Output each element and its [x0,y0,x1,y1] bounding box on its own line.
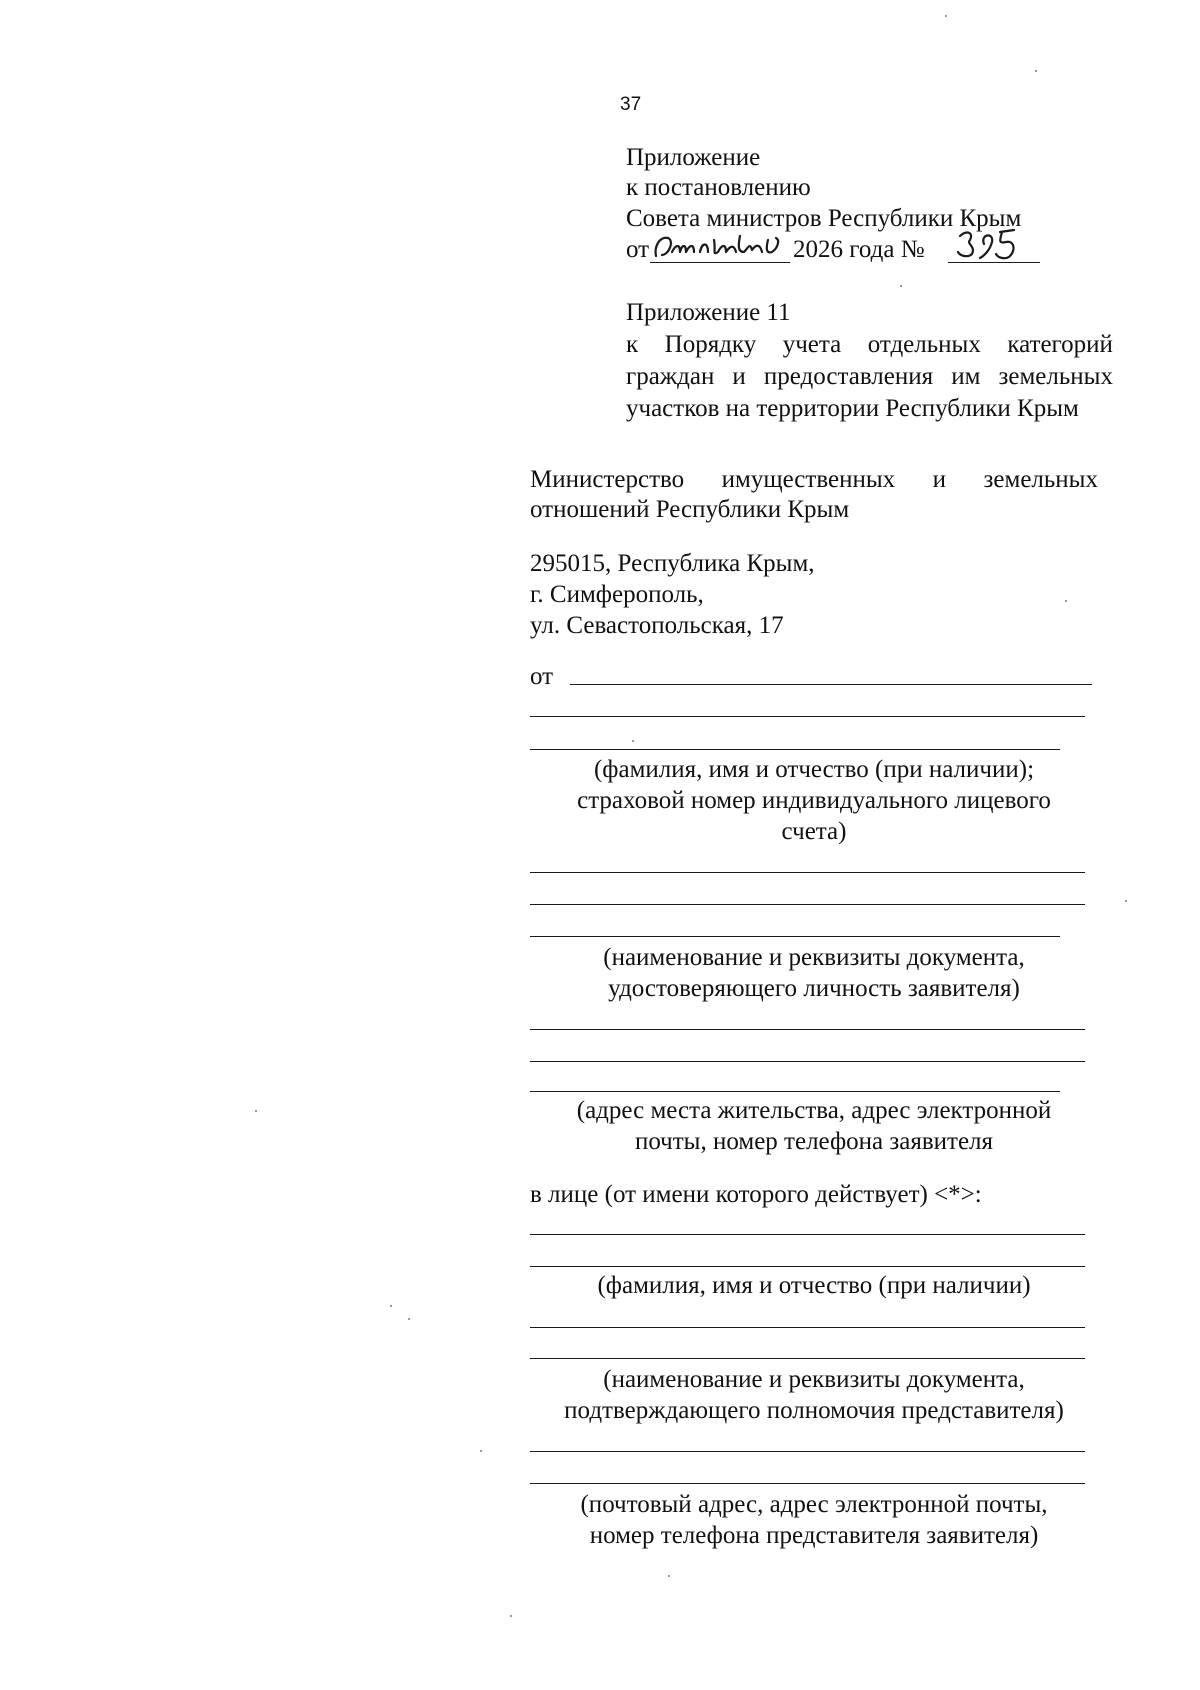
header-date-suffix: 2026 года № [793,236,925,263]
scan-speck [668,1575,670,1577]
appendix-word: отдельных [867,331,981,358]
appendix-line-3: участков на территории Республики Крым [626,395,1079,422]
scan-speck [632,740,634,742]
fill-line [530,1234,1085,1235]
address-line-1: 295015, Республика Крым, [530,550,815,577]
handwritten-date-signature [652,230,790,264]
fill-line [530,872,1085,873]
fill-line [530,1266,1085,1267]
appendix-word: им [951,363,981,390]
recipient-word: Министерство [530,466,685,493]
recipient-line-1 [530,465,1098,495]
caption-rep-contact-1: (почтовый адрес, адрес электронной почты, [580,1491,1048,1518]
recipient-word: имущественных [721,466,896,493]
appendix-word: предоставления [763,363,934,390]
fill-line [530,1483,1085,1484]
caption-residence-2: почты, номер телефона заявителя [634,1128,994,1155]
fill-line [530,936,1060,937]
appendix-word: и [732,363,746,390]
address-line-2: г. Симферополь, [530,581,704,608]
fill-line [530,1061,1085,1062]
scan-speck [900,285,902,287]
scan-speck [408,1318,410,1320]
scan-speck [480,1450,482,1452]
caption-rep-doc-1: (наименование и реквизиты документа, [603,1366,1025,1393]
appendix-title: Приложение 11 [626,299,791,326]
number-underline [948,262,1040,263]
fill-line [530,1451,1085,1452]
scan-speck [1065,600,1067,602]
appendix-word: земельных [998,363,1113,390]
scan-speck [510,1615,512,1617]
caption-residence-1: (адрес места жительства, адрес электронной [576,1097,1052,1124]
handwritten-number-signature [954,226,1032,262]
fill-line [530,1091,1060,1092]
header-line-council: Совета министров Республики Крым [626,205,1022,232]
scan-speck [1125,900,1127,902]
address-line-3: ул. Севастопольская, 17 [530,612,784,639]
scan-speck [1035,70,1037,72]
caption-identity-doc-2: удостоверяющего личность заявителя) [608,975,1020,1002]
from-label: от [530,663,554,690]
scan-speck [255,1110,257,1112]
caption-identity-doc-1: (наименование и реквизиты документа, [603,944,1025,971]
caption-rep-contact-2: номер телефона представителя заявителя) [589,1522,1039,1549]
recipient-word: и [932,466,947,493]
caption-applicant-name-2: страховой номер индивидуального лицевого [577,787,1051,814]
appendix-word: граждан [626,363,715,390]
caption-rep-doc-2: подтверждающего полномочия представителя) [564,1397,1064,1424]
recipient-word: земельных [983,466,1098,493]
scan-speck [945,15,947,17]
appendix-word: учета [782,331,842,358]
caption-rep-name: (фамилия, имя и отчество (при наличии) [597,1272,1031,1299]
caption-applicant-name-3: счета) [781,818,847,845]
scan-speck [390,1305,392,1307]
recipient-line-2: отношений Республики Крым [530,496,850,523]
header-line-appendix: Приложение [626,144,761,171]
appendix-word: Порядку [664,331,757,358]
appendix-word: к [626,331,639,358]
appendix-line-1 [626,330,1113,360]
appendix-word: категорий [1007,331,1113,358]
header-date-prefix: от [626,236,650,263]
page-number: 37 [620,94,642,115]
on-behalf-label: в лице (от имени которого действует) <*>: [530,1181,982,1208]
fill-line [530,1358,1085,1359]
caption-applicant-name-1: (фамилия, имя и отчество (при наличии); [593,756,1035,783]
fill-line [530,904,1085,905]
fill-line [530,749,1060,750]
appendix-line-2 [626,362,1113,392]
header-line-to-resolution: к постановлению [626,174,811,201]
fill-line [530,1327,1085,1328]
fill-line [530,716,1085,717]
fill-line [530,1029,1085,1030]
fill-line [570,684,1092,685]
